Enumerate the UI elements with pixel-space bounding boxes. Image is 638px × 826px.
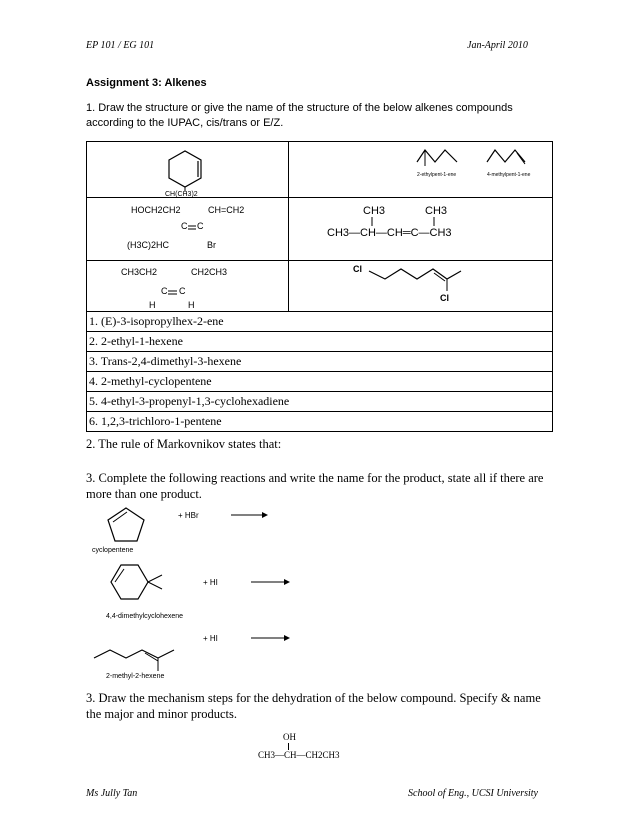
question-3: 3. Complete the following reactions and write the name for the product, state all if there are more than one product.	[86, 471, 544, 501]
hydrogen-a: H	[149, 300, 156, 310]
hydrogen-b: H	[188, 300, 195, 310]
question-4: 3. Draw the mechanism steps for the dehydration of the below compound. Specify & name the major and minor products.	[86, 691, 541, 721]
pentenes-structure	[289, 142, 552, 197]
table-row	[87, 261, 552, 312]
main-chain: CH3—CH—CH═C—CH3	[327, 227, 452, 239]
table-row	[87, 142, 552, 198]
reagent-2: + HI	[203, 578, 218, 587]
table-row	[87, 198, 552, 261]
cell-pentenes	[289, 142, 552, 197]
list-item: 5. 4-ethyl-3-propenyl-1,3-cyclohexadiene	[87, 392, 552, 412]
methyl-a: CH3	[363, 205, 386, 217]
hoch2ch2-label: HOCH2CH2	[131, 205, 181, 215]
methyl-b: CH3	[425, 205, 448, 217]
cell-dimethyl-alkene	[289, 198, 552, 260]
label-2-ethylpent: 2-ethylpent-1-ene	[417, 172, 457, 178]
cell-cyclohexene	[87, 142, 289, 197]
bromo-alkene-structure	[87, 198, 288, 260]
list-item: 3. Trans-2,4-dimethyl-3-hexene	[87, 352, 552, 372]
carbon-d: C	[179, 286, 186, 296]
ethyl-left: CH3CH2	[121, 267, 158, 277]
cell-dichloro-alkene	[289, 261, 552, 311]
school: School of Eng., UCSI University	[408, 788, 538, 799]
oh-bond	[288, 743, 289, 750]
list-item: 4. 2-methyl-cyclopentene	[87, 372, 552, 392]
chlorine-a: Cl	[353, 264, 362, 274]
reagent-1: + HBr	[178, 511, 199, 520]
carbon-b: C	[197, 221, 204, 231]
butanol-formula: CH3—CH—CH2CH3	[258, 750, 340, 760]
label-4-methylpent: 4-methylpent-1-ene	[487, 172, 531, 178]
term: Jan-April 2010	[467, 40, 528, 51]
isopropyl-group: (H3C)2HC	[127, 240, 170, 250]
label-cyclopentene: cyclopentene	[92, 547, 134, 554]
bromine-label: Br	[207, 240, 216, 250]
reactions-diagram	[86, 500, 306, 690]
carbon-a: C	[181, 221, 188, 231]
dichloro-alkene-structure	[289, 261, 552, 311]
chlorine-b: Cl	[440, 293, 449, 303]
list-item: 1. (E)-3-isopropylhex-2-ene	[87, 312, 552, 332]
cell-bromo-alkene	[87, 198, 289, 260]
structures-table	[86, 141, 553, 432]
names-list	[87, 312, 552, 431]
hydroxyl-label: OH	[283, 732, 296, 742]
cell-cis-alkene	[87, 261, 289, 311]
label-methylhexene: 2-methyl-2-hexene	[106, 673, 165, 680]
assignment-title: Assignment 3: Alkenes	[86, 77, 207, 89]
carbon-c: C	[161, 286, 168, 296]
cyclohexene-structure	[87, 142, 288, 197]
isopropyl-label: CH(CH3)2	[165, 191, 198, 197]
dimethyl-alkene-structure	[289, 198, 552, 260]
vinyl-label: CH=CH2	[208, 205, 245, 215]
list-item: 6. 1,2,3-trichloro-1-pentene	[89, 414, 222, 428]
question-1: 1. Draw the structure or give the name of the structure of the below alkenes compounds according to the IUPAC, cis/trans or E/Z.	[86, 102, 513, 129]
author: Ms Jully Tan	[86, 788, 138, 799]
course-code: EP 101 / EG 101	[86, 40, 155, 51]
label-dimethylcyclohexene: 4,4-dimethylcyclohexene	[106, 613, 184, 620]
ethyl-right: CH2CH3	[191, 267, 228, 277]
reagent-3: + HI	[203, 634, 218, 643]
question-2: 2. The rule of Markovnikov states that:	[86, 437, 282, 451]
cis-alkene-structure	[87, 261, 288, 311]
list-item: 2. 2-ethyl-1-hexene	[87, 332, 552, 352]
